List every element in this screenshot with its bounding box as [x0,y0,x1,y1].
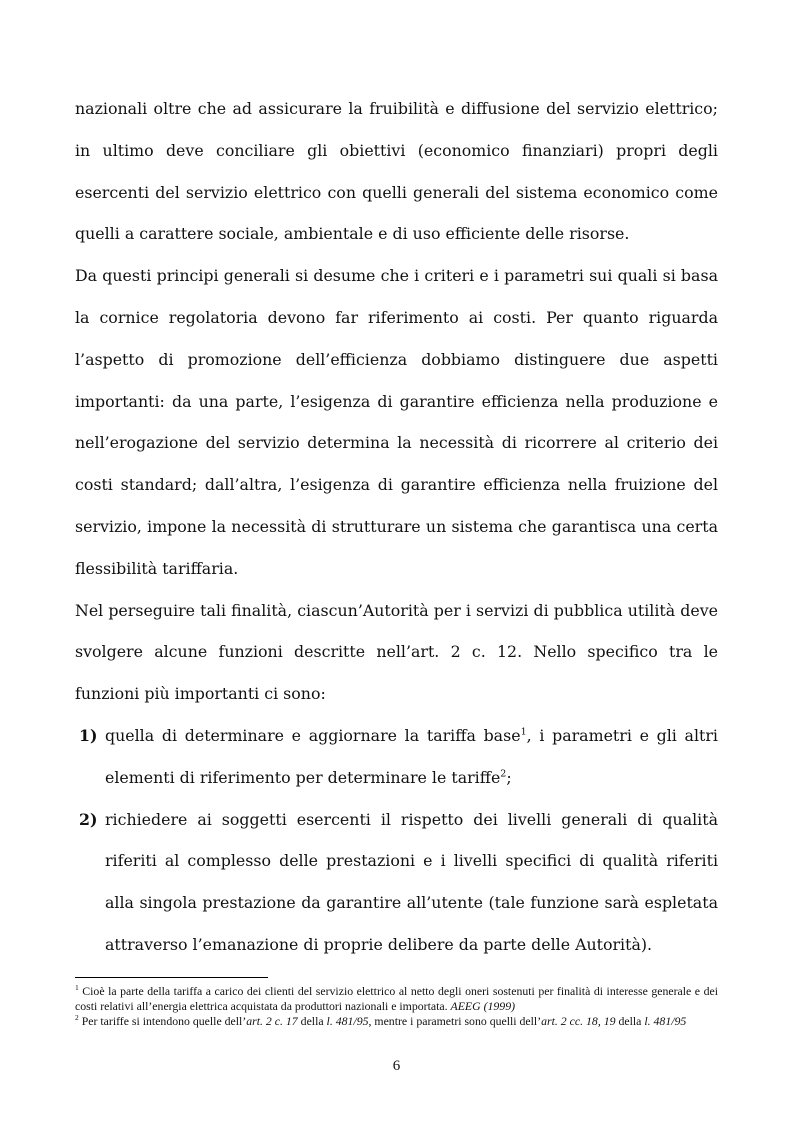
footnote-2-text-c: , mentre i parametri sono quelli dell’ [368,1014,542,1028]
paragraph-1: nazionali oltre che ad assicurare la fruibilità e diffusione del servizio elettrico; in ultimo deve conciliare gli obiettivi (economico finanziari) propri degli esercenti del servizio elettrico con quelli generali del sistema economico come quelli a carattere sociale, ambientale e di uso efficiente delle risorse. [75,99,718,244]
list-item-2-text: richiedere ai soggetti esercenti il rispetto dei livelli generali di qualità riferiti al complesso delle prestazioni e i livelli specifici di qualità riferiti alla singola prestazione da garantire all’utente (tale funzione sarà espletata attraverso l’emanazione di proprie delibere da parte delle Autorità). [105,809,718,954]
footnote-2 [75,1014,718,1029]
footnote-2-marker: 2 [75,1013,79,1023]
footnotes [75,984,718,1029]
footnote-2-ref-b: l. 481/95 [326,1014,369,1028]
footnote-1-marker: 1 [75,983,79,993]
list-item-2 [75,799,718,966]
list-item-1-text-b: , i parametri e gli altri elementi di riferimento per determinare le tariffe [105,725,718,787]
footnote-ref-1[interactable]: 1 [520,726,527,738]
footnote-2-text-d: della [615,1014,645,1028]
paragraph-2: Da questi principi generali si desume che i criteri e i parametri sui quali si basa la cornice regolatoria devono far riferimento ai costi. Per quanto riguarda l’aspetto di promozione dell’efficienza dobbiamo distinguere due aspetti importanti: da una parte, l’esigenza di garantire efficienza nella produzione e nell’erogazione del servizio determina la necessità di ricorrere al criterio dei costi standard; dall’altra, l’esigenza di garantire efficienza nella fruizione del servizio, impone la necessità di strutturare un sistema che garantisca una certa flessibilità tariffaria. [75,266,718,578]
footnote-2-text-a: Per tariffe si intendono quelle dell’ [78,1014,247,1028]
footnote-ref-2[interactable]: 2 [500,768,507,780]
list-item-1-text-a: quella di determinare e aggiornare la tariffa base [105,725,521,745]
footnote-2-ref-d: l. 481/95 [644,1014,687,1028]
footnote-1-source: AEEG (1999) [450,999,516,1013]
footnote-1 [75,984,718,1014]
list-number-2: 2) [79,809,98,829]
paragraph-3: Nel perseguire tali finalità, ciascun’Autorità per i servizi di pubblica utilità deve svolgere alcune funzioni descritte nell’art. 2 c. 12. Nello specifico tra le funzioni più importanti ci sono: [75,600,718,704]
list-number-1: 1) [79,725,98,745]
functions-list [75,715,718,966]
footnote-1-text: Cioè la parte della tariffa a carico dei clienti del servizio elettrico al netto degli oneri sostenuti per finalità di interesse generale e dei costi relativi all’energia elettrica acquistata da produttori nazionali e importata. [75,984,718,1013]
footnote-2-ref-c: art. 2 cc. 18, 19 [541,1014,616,1028]
list-item-1-text-c: ; [506,767,512,787]
list-item-1 [75,715,718,799]
footnote-2-ref-a: art. 2 c. 17 [246,1014,298,1028]
body-text [75,88,718,966]
page-number: 6 [392,1058,401,1074]
footnote-2-text-b: della [297,1014,327,1028]
footnote-separator [75,977,268,978]
